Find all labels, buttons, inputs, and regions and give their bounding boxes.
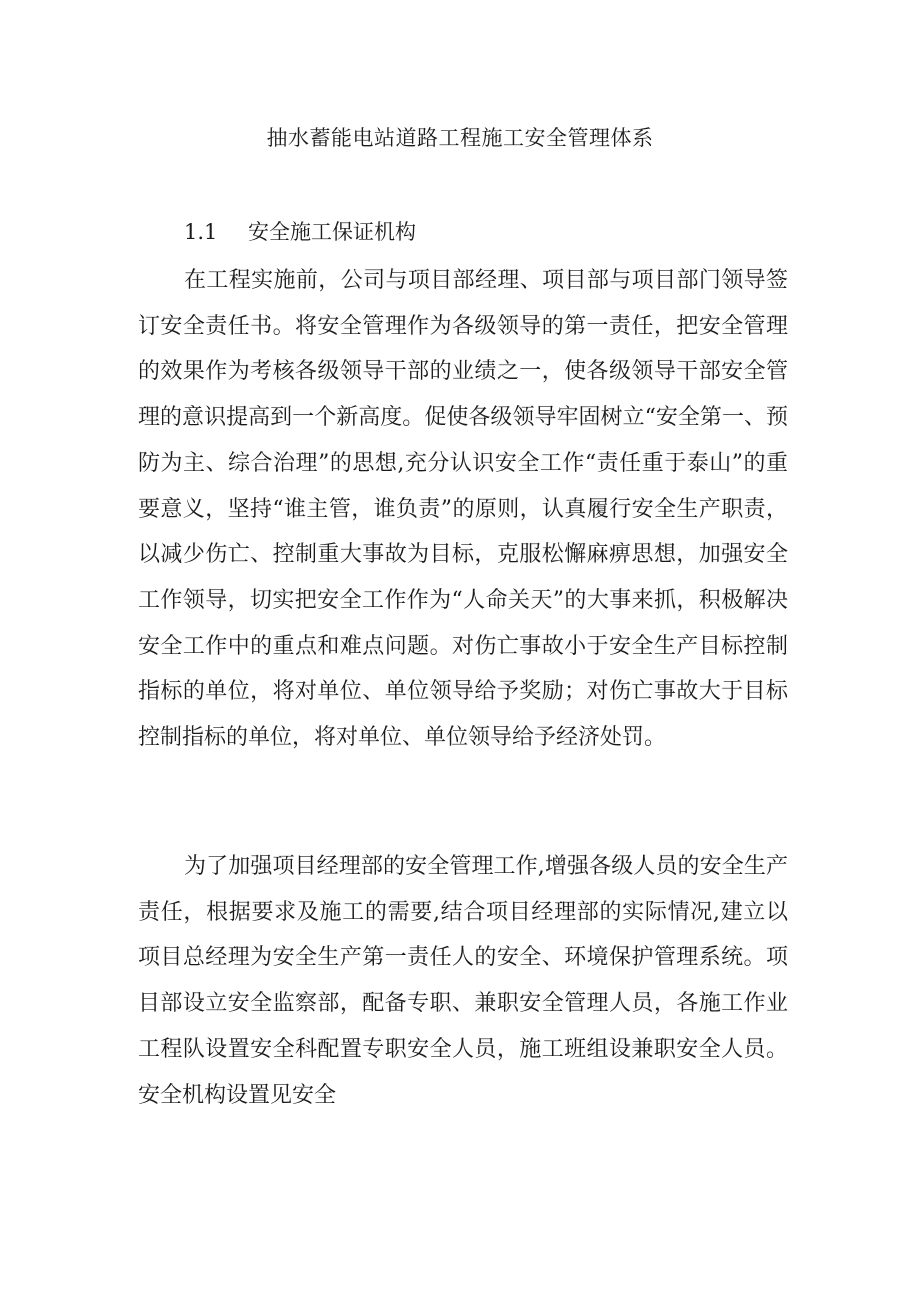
section-title: 安全施工保证机构: [248, 220, 416, 244]
section-heading: [184, 216, 416, 248]
body-paragraph-2: 为了加强项目经理部的安全管理工作,增强各级人员的安全生产责任，根据要求及施工的需要,结合项目经理部的实际情况,建立以项目总经理为安全生产第一责任人的安全、环境保护管理系统。项目部设立安全监察部，配备专职、兼职安全管理人员，各施工作业工程队设置安全科配置专职安全人员，施工班组设兼职安全人员。安全机构设置见安全: [138, 854, 788, 1108]
document-title: 抽水蓄能电站道路工程施工安全管理体系: [266, 126, 654, 150]
section-number: 1.1: [184, 220, 218, 244]
body-paragraph-1: 在工程实施前，公司与项目部经理、项目部与项目部门领导签订安全责任书。将安全管理作为各级领导的第一责任，把安全管理的效果作为考核各级领导干部的业绩之一，使各级领导干部安全管理的意识提高到一个新高度。促使各级领导牢固树立“安全第一、预防为主、综合治理”的思想,充分认识安全工作“责任重于泰山”的重要意义，坚持“谁主管，谁负责”的原则，认真履行安全生产职责，以减少伤亡、控制重大事故为目标，克服松懈麻痹思想，加强安全工作领导，切实把安全工作作为“人命关天”的大事来抓，积极解决安全工作中的重点和难点问题。对伤亡事故小于安全生产目标控制指标的单位，将对单位、单位领导给予奖励；对伤亡事故大于目标控制指标的单位，将对单位、单位领导给予经济处罚。: [138, 268, 788, 751]
